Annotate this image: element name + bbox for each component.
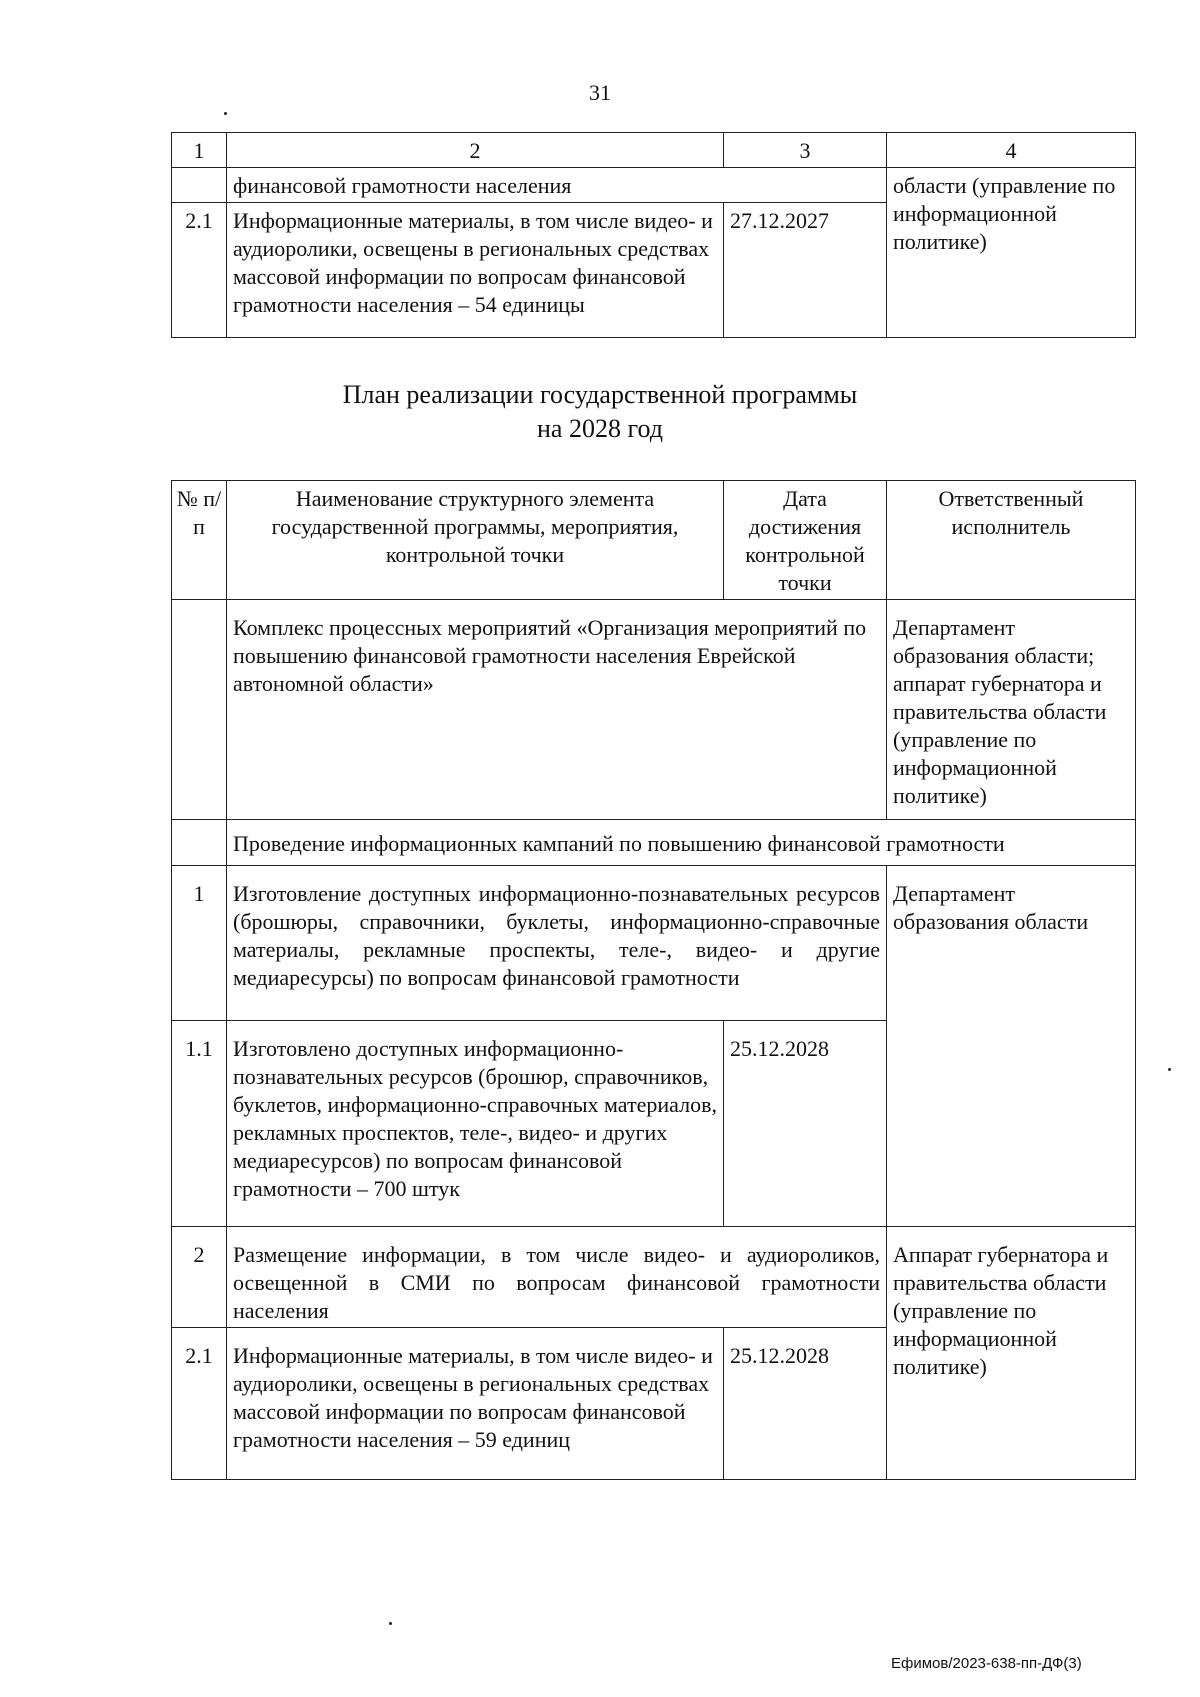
continued-responsible-cell: области (управление по информационной политике) [887,168,1136,338]
event-name: Размещение информации, в том числе видео- и аудиороликов, освещенной в СМИ по вопросам финансовой грамотности населения [227,1227,887,1328]
checkpoint-date: 25.12.2028 [724,1328,887,1480]
plan-heading-line2: на 2028 год [537,414,663,443]
continued-name-cell: финансовой грамотности населения [227,168,887,203]
header-responsible: Ответственный исполнитель [887,481,1136,600]
plan-table [171,480,1136,1480]
complex-name: Комплекс процессных мероприятий «Организация мероприятий по повышению финансовой грамотности населения Еврейской автономной области» [227,600,887,820]
checkpoint-date: 25.12.2028 [724,1021,887,1227]
row-number: 2.1 [172,1328,227,1480]
continued-table [171,132,1136,338]
header-row [172,481,1136,600]
complex-row [172,600,1136,820]
section-title: Проведение информационных кампаний по повышению финансовой грамотности [227,820,1136,866]
checkpoint-date: 27.12.2027 [724,203,887,338]
scan-speck [224,112,227,115]
column-number-2: 2 [227,133,724,168]
row-number: 2 [172,1227,227,1328]
scan-speck [389,1622,392,1625]
column-number-3: 3 [724,133,887,168]
checkpoint-name: Информационные материалы, в том числе видео- и аудиоролики, освещены в региональных средствах массовой информации по вопросам финансовой грамотности населения – 54 единицы [227,203,724,338]
complex-responsible: Департамент образования области; аппарат губернатора и правительства области (управление по информационной политике) [887,600,1136,820]
event-name: Изготовление доступных информационно-познавательных ресурсов (брошюры, справочники, буклеты, информационно-справочные материалы, рекламные проспекты, теле-, видео- и другие медиаресурсы) по вопросам финансовой грамотности [227,866,887,1021]
empty-cell [172,168,227,203]
row-number: 2.1 [172,203,227,338]
checkpoint-name: Информационные материалы, в том числе видео- и аудиоролики, освещены в региональных средствах массовой информации по вопросам финансовой грамотности населения – 59 единиц [227,1328,724,1480]
document-code: Ефимов/2023-638-пп-ДФ(3) [891,1655,1082,1672]
table-row [172,1227,1136,1328]
header-num: № п/п [172,481,227,600]
event-responsible: Департамент образования области [887,866,1136,1227]
table-row [172,866,1136,1021]
row-number: 1 [172,866,227,1021]
scan-speck [1168,1068,1171,1071]
empty-cell [172,600,227,820]
page-number: 31 [589,80,611,105]
row-number: 1.1 [172,1021,227,1227]
plan-heading [0,378,1200,446]
header-date: Дата достижения контрольной точки [724,481,887,600]
checkpoint-name: Изготовлено доступных информационно-познавательных ресурсов (брошюр, справочников, буклетов, информационно-справочных материалов, рекламных проспектов, теле-, видео- и других медиаресурсов) по вопросам финансовой грамотности – 700 штук [227,1021,724,1227]
event-responsible: Аппарат губернатора и правительства области (управление по информационной политике) [887,1227,1136,1480]
column-number-1: 1 [172,133,227,168]
plan-heading-line1: План реализации государственной программы [342,380,858,409]
column-number-4: 4 [887,133,1136,168]
empty-cell [172,820,227,866]
section-row [172,820,1136,866]
header-name: Наименование структурного элемента государственной программы, мероприятия, контрольной точки [227,481,724,600]
column-number-row [172,133,1136,168]
table-row [172,168,1136,203]
